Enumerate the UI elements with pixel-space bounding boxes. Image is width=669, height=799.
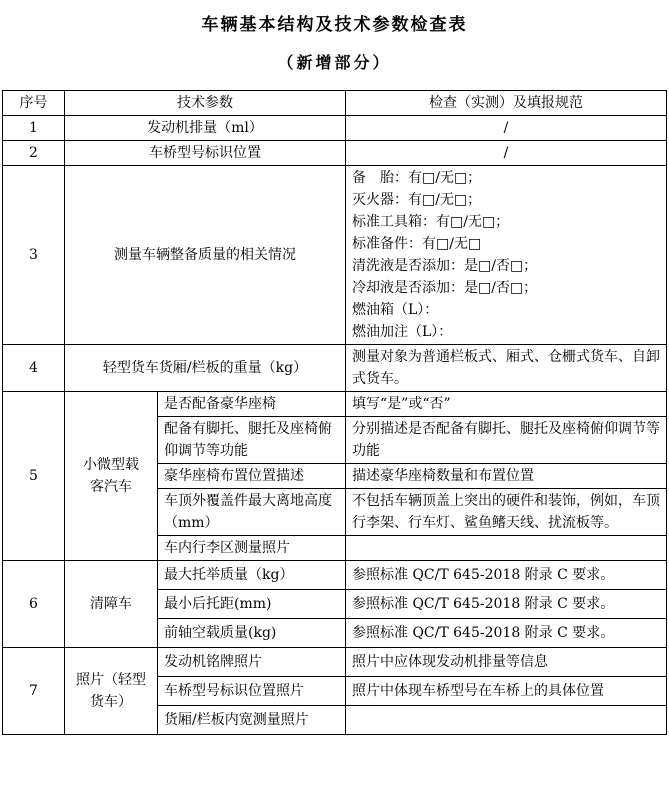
row-check: 照片中应体现发动机排量等信息 [346,648,667,677]
row-check: 填写“是”或“否” [346,392,667,417]
row-category: 小微型载客汽车 [65,392,158,561]
row-no: 2 [3,141,65,166]
row-param: 测量车辆整备质量的相关情况 [65,166,346,345]
row-check: 分别描述是否配备有脚托、腿托及座椅俯仰调节等功能 [346,417,667,464]
row-no: 4 [3,345,65,392]
row-no: 1 [3,116,65,141]
table-row [3,345,667,392]
table-row [3,166,667,345]
row-category: 清障车 [65,561,158,648]
row-check: 不包括车辆顶盖上突出的硬件和装饰，例如，车顶行李架、行车灯、鲨鱼鳍天线、扰流板等。 [346,489,667,536]
document-subtitle: （新增部分） [277,53,392,72]
row-category: 照片（轻型货车） [65,648,158,735]
table-row [3,141,667,166]
check-line: 燃油箱（L）： [352,302,439,318]
row-param: 发动机排量（ml） [65,116,346,141]
row-param: 配备有脚托、腿托及座椅俯仰调节等功能 [158,417,346,464]
check-line: 燃油加注（L）： [352,324,453,340]
row-param: 货厢/栏板内宽测量照片 [158,706,346,735]
table-row [3,648,667,677]
inspection-table [2,90,667,735]
header-no: 序号 [3,91,65,116]
row-param: 车桥型号标识位置 [65,141,346,166]
table-row [3,392,667,417]
row-param: 车桥型号标识位置照片 [158,677,346,706]
header-check: 检查（实测）及填报规范 [346,91,667,116]
row-param: 最小后托距(mm) [158,590,346,619]
table-row [3,561,667,590]
row-check: 参照标准 QC/T 645-2018 附录 C 要求。 [346,619,667,648]
row-param: 是否配备豪华座椅 [158,392,346,417]
row-check [346,536,667,561]
check-line: 标准备件：有□/无□ [352,236,482,252]
row-check: 参照标准 QC/T 645-2018 附录 C 要求。 [346,590,667,619]
row-param: 最大托举质量（kg） [158,561,346,590]
header-row [3,91,667,116]
row-check: / [346,116,667,141]
document-title: 车辆基本结构及技术参数检查表 [201,15,468,35]
row-param: 车顶外覆盖件最大离地高度（mm） [158,489,346,536]
check-line: 灭火器：有□/无□； [352,192,482,208]
row-no: 5 [3,392,65,561]
row-no: 7 [3,648,65,735]
row-no: 3 [3,166,65,345]
table-row [3,116,667,141]
row-param: 车内行李区测量照片 [158,536,346,561]
row-check: / [346,141,667,166]
row-check: 测量对象为普通栏板式、厢式、仓栅式货车、自卸式货车。 [346,345,667,392]
check-line: 备 胎：有□/无□； [352,170,482,186]
row-check: 参照标准 QC/T 645-2018 附录 C 要求。 [346,561,667,590]
row-param: 前轴空载质量(kg) [158,619,346,648]
row-check: 照片中体现车桥型号在车桥上的具体位置 [346,677,667,706]
check-line: 冷却液是否添加：是□/否□； [352,280,538,296]
row-param: 发动机铭牌照片 [158,648,346,677]
row-no: 6 [3,561,65,648]
row-check-list [346,166,667,345]
row-check [346,706,667,735]
row-check: 描述豪华座椅数量和布置位置 [346,464,667,489]
header-param: 技术参数 [65,91,346,116]
row-param: 豪华座椅布置位置描述 [158,464,346,489]
check-line: 清洗液是否添加：是□/否□； [352,258,538,274]
check-line: 标准工具箱：有□/无□； [352,214,510,230]
row-param: 轻型货车货厢/栏板的重量（kg） [65,345,346,392]
